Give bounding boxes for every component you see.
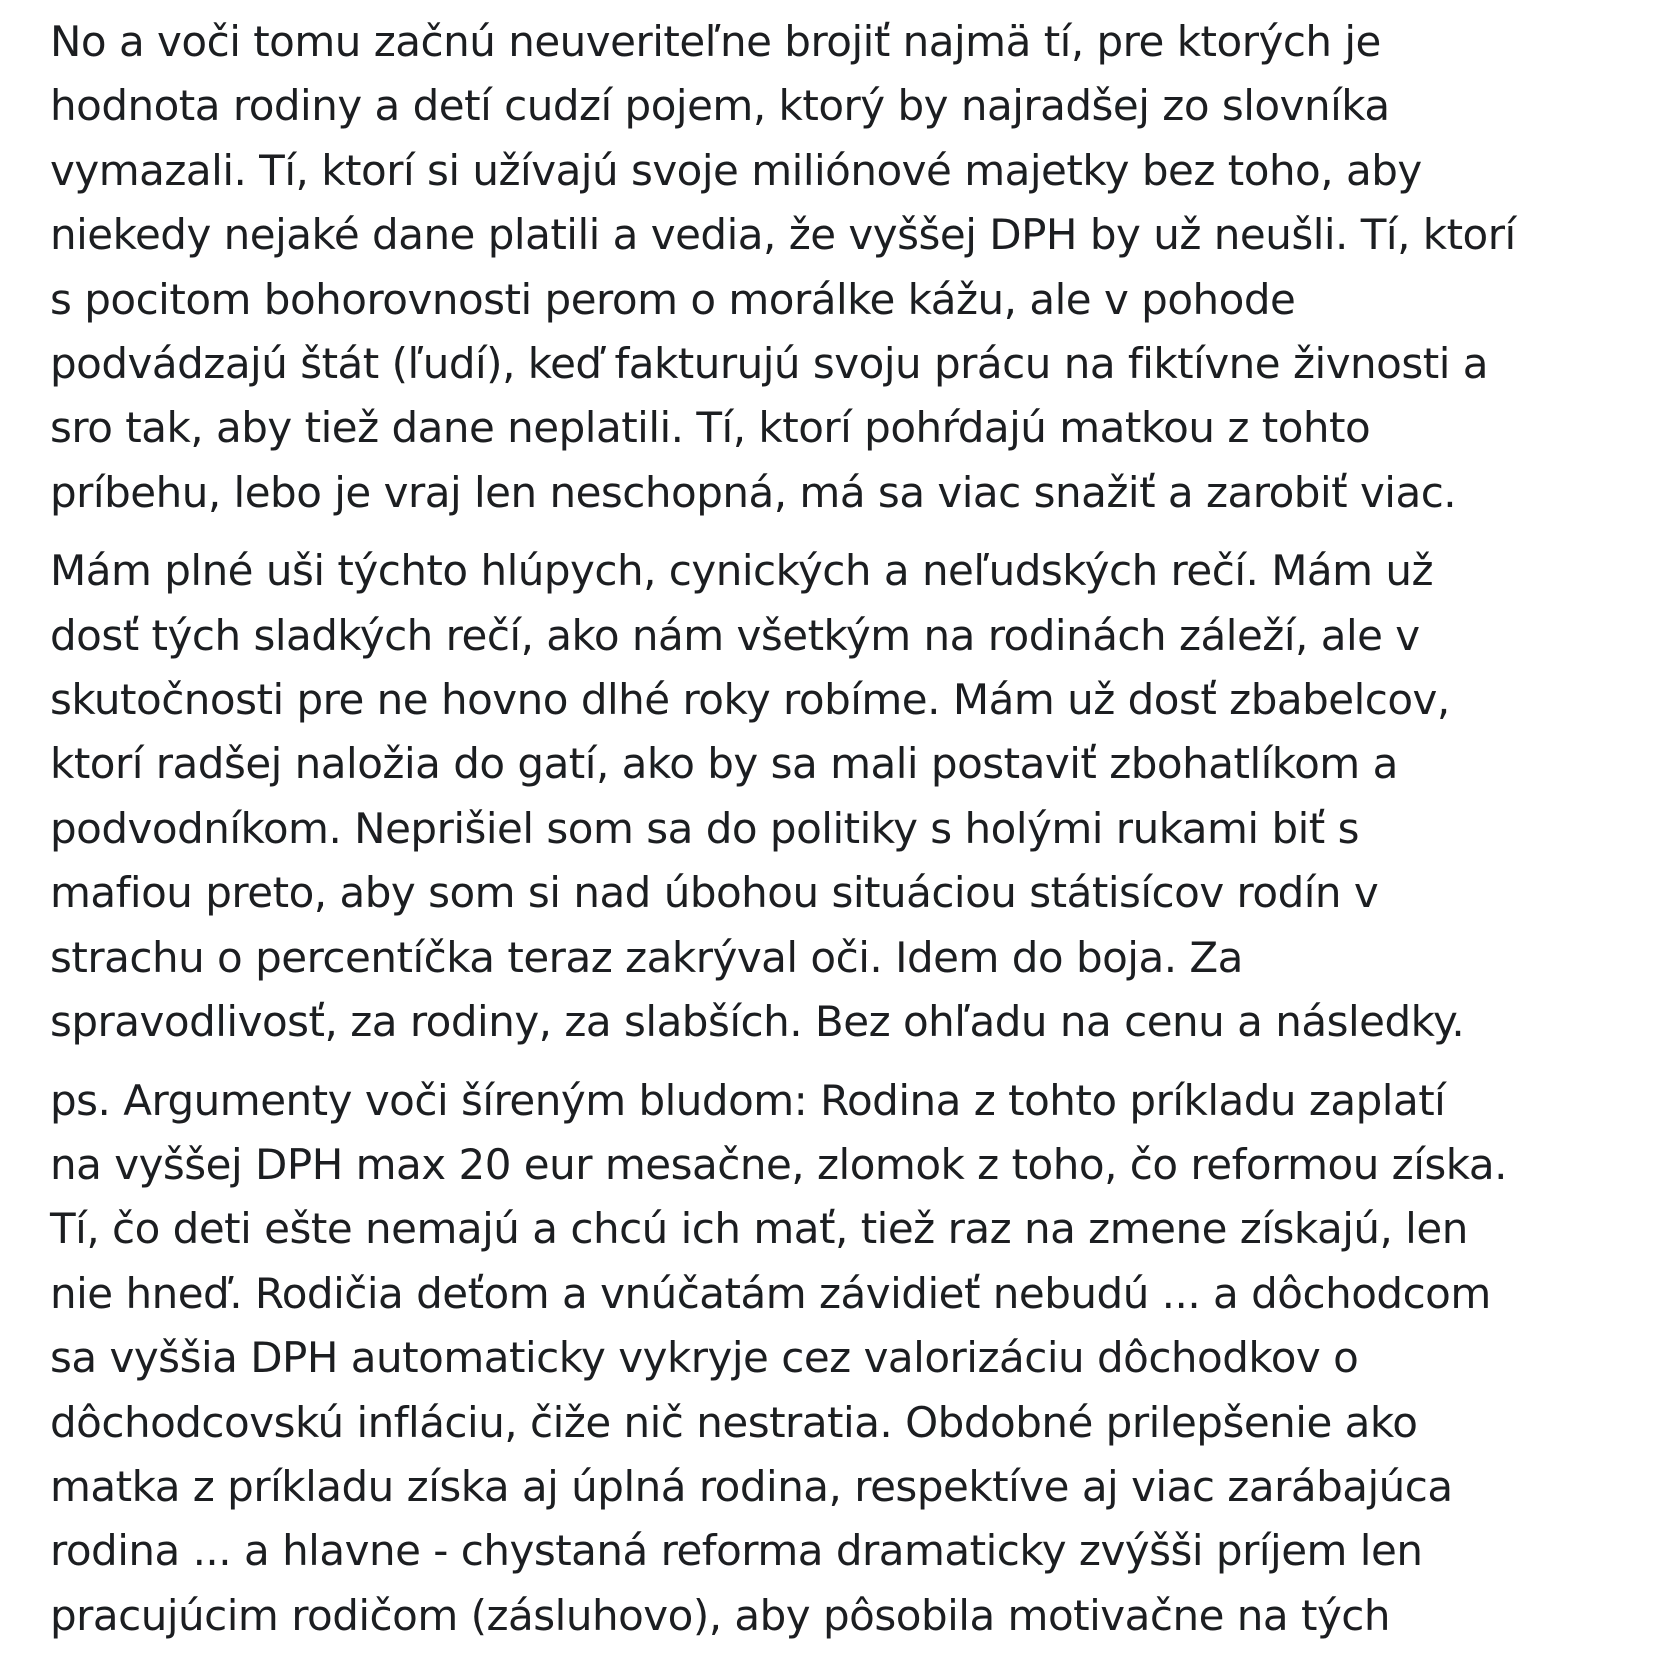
text-line: matka z príkladu získa aj úplná rodina, respektíve aj viac zarábajúca — [50, 1461, 1453, 1511]
text-line: podvádzajú štát (ľudí), keď fakturujú svoju prácu na fiktívne živnosti a — [50, 339, 1488, 389]
text-line: sro tak, aby tiež dane neplatili. Tí, ktorí pohŕdajú matkou z tohto — [50, 403, 1371, 453]
text-line: s pocitom bohorovnosti perom o morálke kážu, ale v pohode — [50, 274, 1296, 324]
post-text — [50, 10, 1650, 1662]
text-line: Tí, čo deti ešte nemajú a chcú ich mať, tiež raz na zmene získajú, len — [50, 1204, 1468, 1254]
text-line: mafiou preto, aby som si nad úbohou situáciou státisícov rodín v — [50, 868, 1379, 918]
text-line: na vyššej DPH max 20 eur mesačne, zlomok z toho, čo reformou získa. — [50, 1139, 1507, 1189]
text-line: vymazali. Tí, ktorí si užívajú svoje miliónové majetky bez toho, aby — [50, 145, 1422, 195]
text-line: dôchodcovskú infláciu, čiže nič nestratia. Obdobné prilepšenie ako — [50, 1397, 1418, 1447]
text-line: rodina ... a hlavne - chystaná reforma dramaticky zvýšši príjem len — [50, 1526, 1423, 1576]
paragraph-1 — [50, 10, 1650, 525]
text-line: dosť tých sladkých rečí, ako nám všetkým na rodinách záleží, ale v — [50, 610, 1420, 660]
text-line: pracujúcim rodičom (zásluhovo), aby pôsobila motivačne na tých — [50, 1590, 1391, 1640]
text-line: spravodlivosť, za rodiny, za slabších. Bez ohľadu na cenu a následky. — [50, 997, 1465, 1047]
text-line: ps. Argumenty voči šíreným bludom: Rodina z tohto príkladu zaplatí — [50, 1075, 1446, 1125]
text-line: podvodníkom. Neprišiel som sa do politiky s holými rukami biť s — [50, 803, 1359, 853]
paragraph-2 — [50, 539, 1650, 1054]
text-line: hodnota rodiny a detí cudzí pojem, ktorý by najradšej zo slovníka — [50, 81, 1390, 131]
text-line: ktorí radšej naložia do gatí, ako by sa mali postaviť zbohatlíkom a — [50, 739, 1398, 789]
text-line: príbehu, lebo je vraj len neschopná, má sa viac snažiť a zarobiť viac. — [50, 467, 1457, 517]
paragraph-3 — [50, 1069, 1650, 1649]
text-line: skutočnosti pre ne hovno dlhé roky robíme. Mám už dosť zbabelcov, — [50, 675, 1450, 725]
text-line: strachu o percentíčka teraz zakrýval oči. Idem do boja. Za — [50, 932, 1243, 982]
text-line: No a voči tomu začnú neuveriteľne brojiť najmä tí, pre ktorých je — [50, 17, 1381, 66]
text-line: sa vyššia DPH automaticky vykryje cez valorizáciu dôchodkov o — [50, 1333, 1359, 1383]
text-line: nie hneď. Rodičia deťom a vnúčatám závidieť nebudú ... a dôchodcom — [50, 1268, 1491, 1318]
text-line: Mám plné uši týchto hlúpych, cynických a neľudských rečí. Mám už — [50, 546, 1434, 596]
text-line: niekedy nejaké dane platili a vedia, že vyššej DPH by už neušli. Tí, ktorí — [50, 210, 1516, 260]
